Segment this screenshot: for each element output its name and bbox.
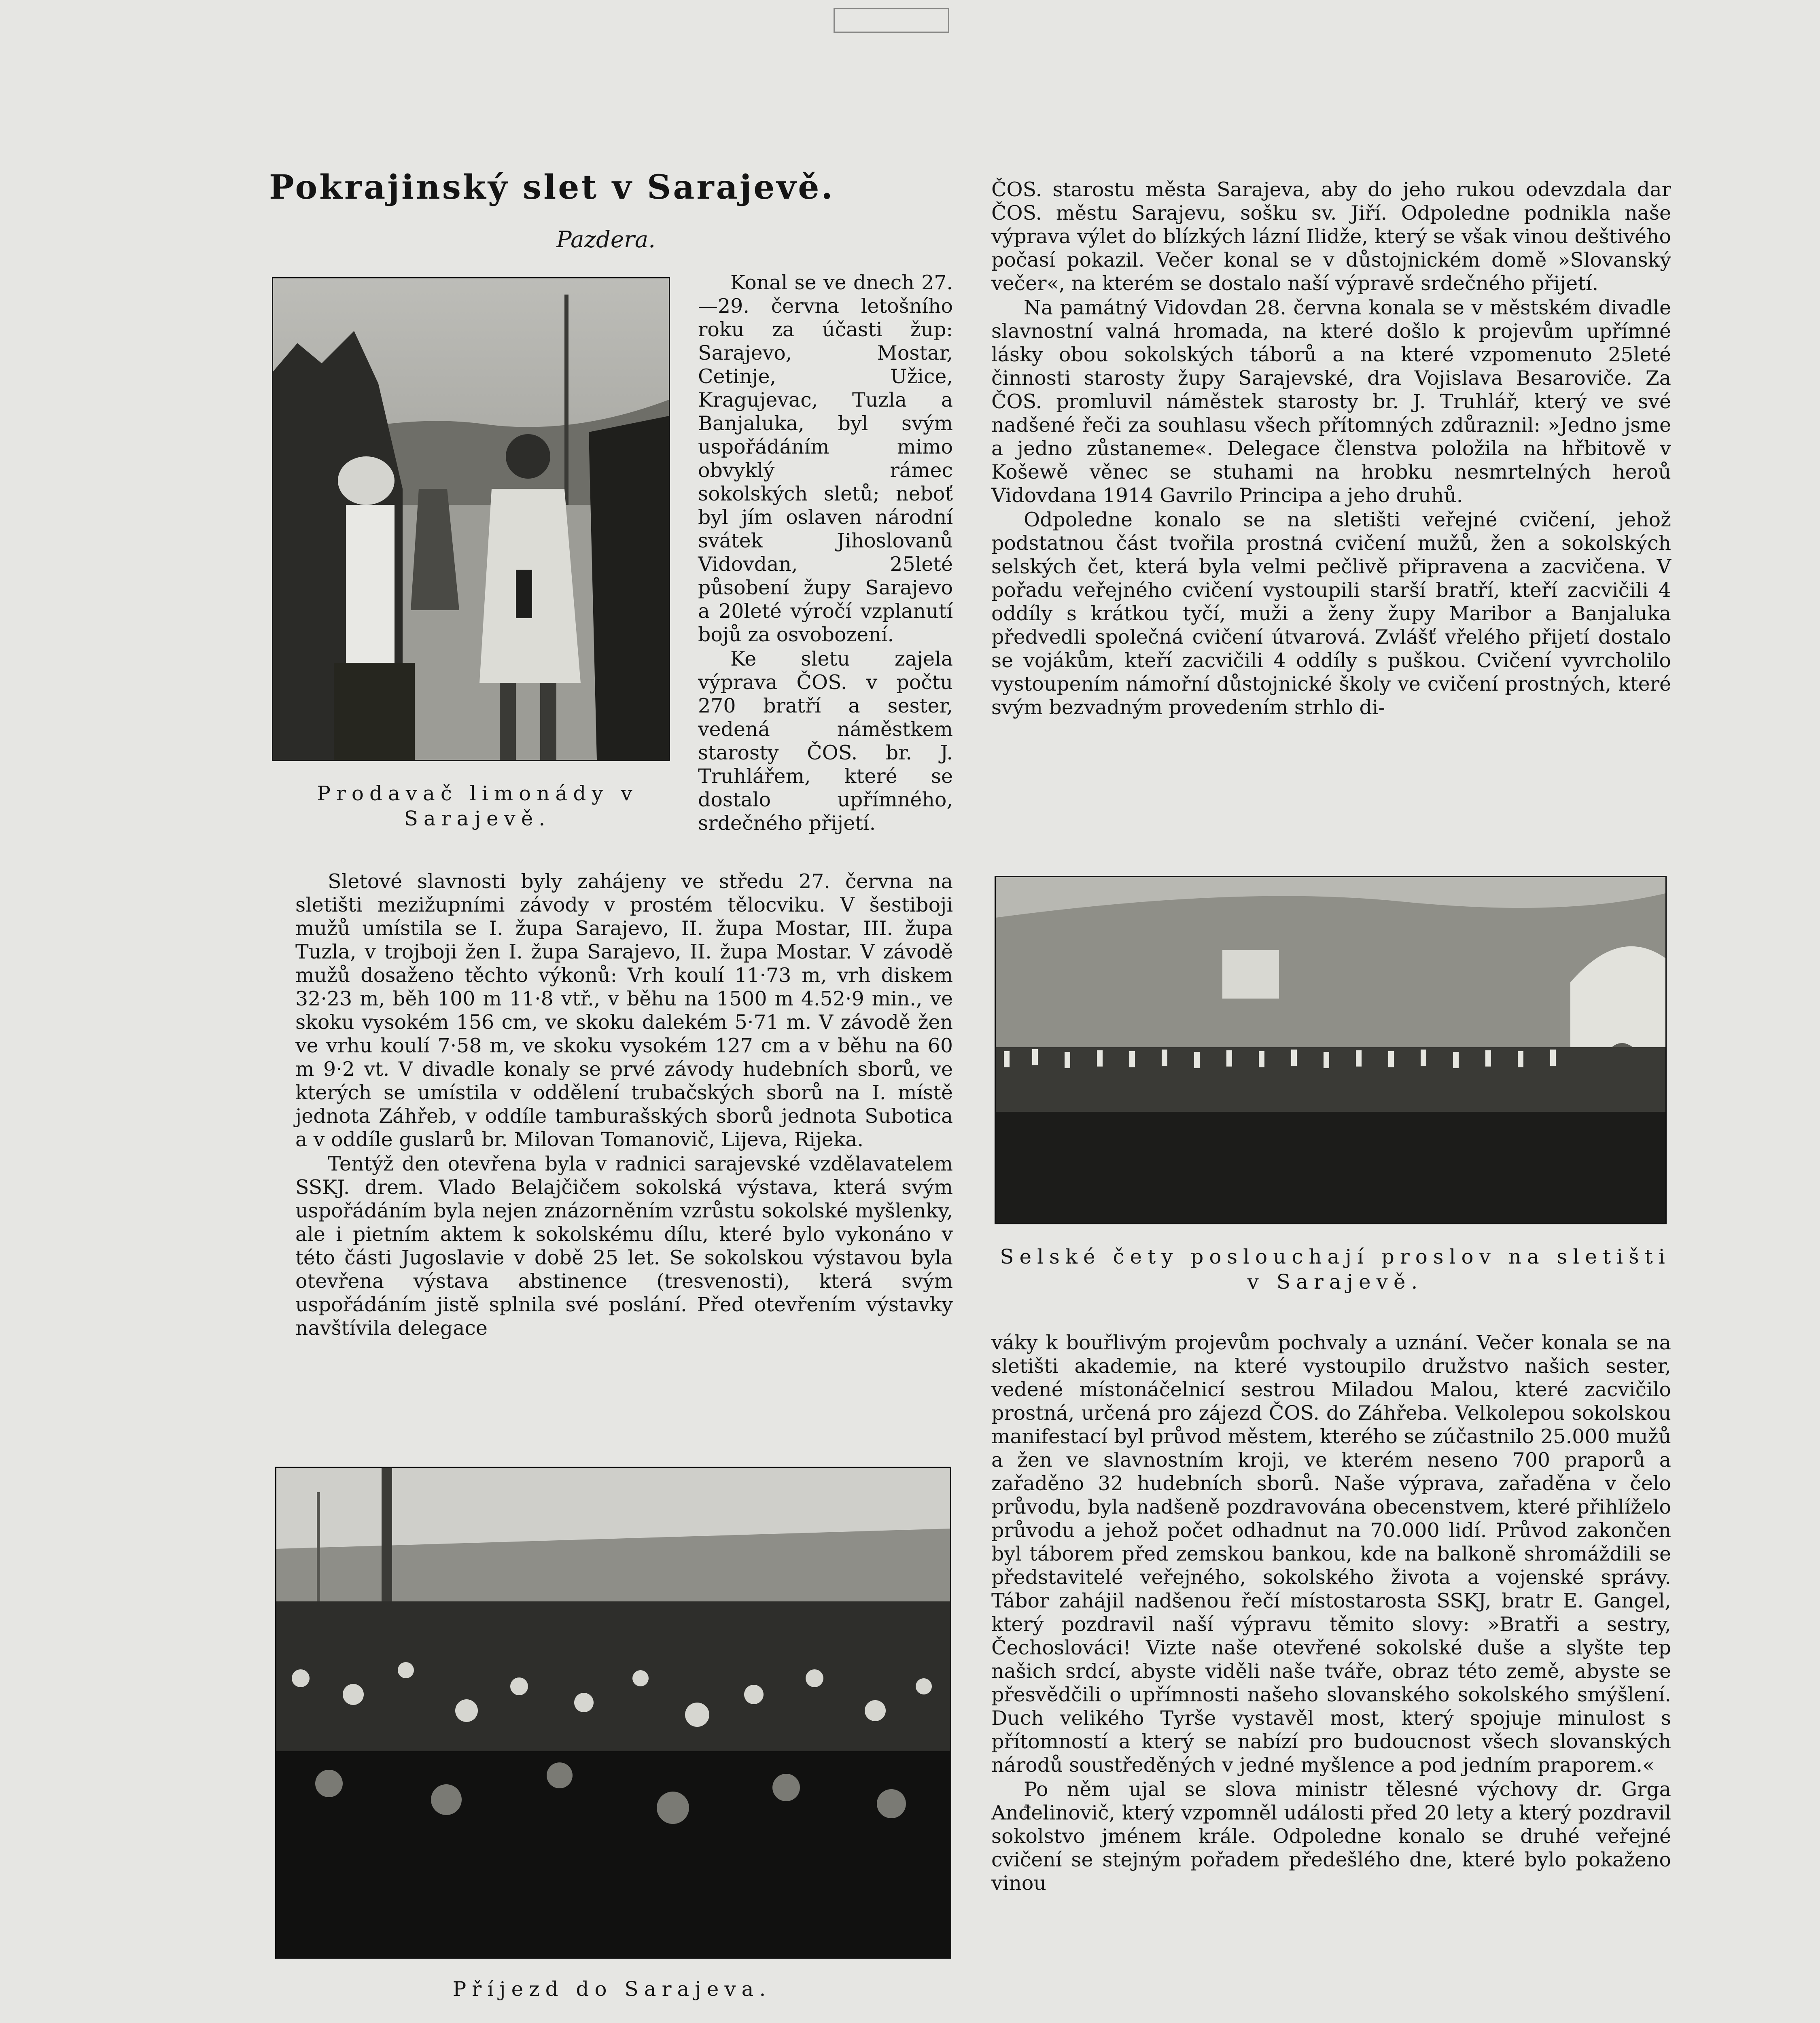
- intro-column: [698, 271, 953, 835]
- public-exercise-paragraph: Odpoledne konalo se na sletišti veřejné cvičení, jehož podstatnou část tvořila prostná cvičení mužů, žen a sokolských selských čet, která byla velmi pečlivě připravena a zacvičena. V pořadu veřejného cvičení vystoupili starší bratří, kteří zacvičili 4 oddíly s krátkou tyčí, muži a ženy župy Maribor a Banjaluka předvedli společná cvičení útvarová. Zvlášť vřelého přijetí dostalo se vojákům, kteří zacvičili 4 oddíly s puškou. Cvičení vyvrcholilo vystoupením námořní důstojnické školy ve cvičení prostných, které svým bezvadným provedením strhlo di-: [991, 508, 1671, 719]
- competition-paragraph: Sletové slavnosti byly zahájeny ve středu 27. června na sletišti mezižupními závody v prostém tělocviku. V šestiboji mužů umístila se I. župa Sarajevo, II. župa Mostar, III. župa Tuzla, v trojboji žen I. župa Sarajevo, II. župa Mostar. V závodě mužů dosaženo těchto výkonů: Vrh koulí 11·73 m, vrh diskem 32·23 m, běh 100 m 11·8 vtř., v běhu na 1500 m 4.52·9 min., ve skoku vysokém 156 cm, ve skoku dalekém 5·71 m. V závodě žen ve vrhu koulí 7·58 m, ve skoku vysokém 127 cm a v běhu na 60 m 9·2 vt. V divadle konaly se prvé závody hudebních sborů, ve kterých se umístila v oddělení trubačských sborů na I. místě jednota Záhřeb, v oddíle tamburašských sborů jednota Subotica a v oddíle guslarů br. Milovan Tomanovič, Lijeva, Rijeka.: [295, 870, 953, 1151]
- intro-paragraph: Konal se ve dnech 27.—29. června letošního roku za účasti žup: Sarajevo, Mostar, Cetinje, Užice, Kragujevac, Tuzla a Banjaluka, byl svým uspořádáním mimo obvyklý rámec sokolských sletů; neboť byl jím oslaven národní svátek Jihoslovanů Vidovdan, 25leté působení župy Sarajevo a 20leté výročí vzplanutí bojů za osvobození.: [698, 271, 953, 646]
- article-title: Pokrajinský slet v Sarajevě.: [269, 168, 835, 207]
- scan-mark: [834, 8, 949, 33]
- photo-peasant-squads: [995, 876, 1667, 1224]
- exhibition-paragraph: Tentýž den otevřena byla v radnici sarajevské vzdělavatelem SSKJ. drem. Vlado Belajčičem sokolská výstava, která svým uspořádáním byla nejen znázorněním vzrůstu sokolské myšlenky, ale i pietním aktem k sokolskému dílu, které bylo vykonáno v této části Jugoslavie v době 25 let. Se sokolskou výstavou byla otevřena výstava abstinence (tresvenosti), která svým uspořádáním jistě splnila své poslání. Před otevřením výstavky navštívila delegace: [295, 1152, 953, 1340]
- procession-paragraph: váky k bouřlivým projevům pochvaly a uznání. Večer konala se na sletišti akademie, na které vystoupilo družstvo našich sester, vedené místonáčelnicí sestrou Miladou Malou, které zacvičilo prostná, určená pro zájezd ČOS. do Záhřeba. Velkolepou sokolskou manifestací byl průvod městem, kterého se zúčastnilo 25.000 mužů a žen ve slavnostním kroji, ve kterém neseno 700 praporů a zařaděno 32 hudebních sborů. Naše výprava, zařaděna v čelo průvodu, byla nadšeně pozdravována obecenstvem, které přihlíželo průvodu a jehož počet odhadnut na 70.000 lidí. Průvod zakončen byl táborem před zemskou bankou, kde na balkoně shromáždili se představitelé veřejného, sokolského života a vojenské správy. Tábor zahájil nadšenou řečí místostarosta SSKJ, bratr E. Gangel, který pozdravil naší výpravu těmito slovy: »Bratři a sestry, Čechoslováci! Vizte naše otevřené sokolské duše a slyšte tep našich srdcí, abyste viděli naše tváře, obraz této země, abyste se přesvědčili o upřímnosti našeho slovanského sokolského smýšlení. Duch velikého Tyrše vystavěl most, který spojuje minulost s přítomností a který se nabízí pro budoucnost všech slovanských národů soustředěných v jedné myšlence a pod jedním praporem.«: [991, 1331, 1671, 1777]
- photo-arrival: [275, 1467, 951, 1959]
- caption-peasant-squads: Selské čety poslouchají proslov na sletišti v Sarajevě.: [1000, 1245, 1671, 1294]
- left-column: [295, 870, 953, 1340]
- right-column-top: [991, 178, 1671, 719]
- delegation-paragraph: Ke sletu zajela výprava ČOS. v počtu 270 bratří a sester, vedená náměstkem starosty ČOS. br. J. Truhlářem, které se dostalo upřímného, srdečného přijetí.: [698, 647, 953, 835]
- article-author: Pazdera.: [556, 227, 655, 253]
- caption-lemonade-seller: Prodavač limonády v Sarajevě.: [317, 782, 638, 830]
- photo-lemonade-seller: [272, 277, 670, 761]
- minister-paragraph: Po něm ujal se slova ministr tělesné výchovy dr. Grga Anđelinovič, který vzpomněl události před 20 lety a který pozdravil sokolstvo jménem krále. Odpoledne konalo se druhé veřejné cvičení se stejným pořadem předešlého dne, které bylo pokaženo vinou: [991, 1778, 1671, 1895]
- right-column-bottom: [991, 1331, 1671, 1895]
- vidovdan-paragraph: Na památný Vidovdan 28. června konala se v městském divadle slavnostní valná hromada, na které došlo k projevům upřímné lásky obou sokolských táborů a na které vzpomenuto 25leté činnosti starosty župy Sarajevské, dra Vojislava Besaroviče. Za ČOS. promluvil náměstek starosty br. J. Truhlář, který ve své nadšené řeči za souhlasu všech přítomných zdůraznil: »Jedno jsme a jedno zůstaneme«. Delegace členstva položila na hřbitově v Košewě věnec se stuhami na hrobku nesmrtelných heroů Vidovdana 1914 Gavrilo Principa a jeho druhů.: [991, 296, 1671, 507]
- caption-arrival: Příjezd do Sarajeva.: [452, 1977, 772, 2001]
- gift-paragraph: ČOS. starostu města Sarajeva, aby do jeho rukou odevzdala dar ČOS. městu Sarajevu, sošku sv. Jiří. Odpoledne podnikla naše výprava výlet do blízkých lázní Ilidže, který se však vinou deštivého počasí pokazil. Večer konal se v důstojnickém domě »Slovanský večer«, na kterém se dostalo naší výpravě srdečného přijetí.: [991, 178, 1671, 295]
- photo-peasant-squads-image: [996, 877, 1665, 1223]
- photo-arrival-image: [276, 1468, 950, 1957]
- photo-lemonade-seller-image: [273, 278, 669, 760]
